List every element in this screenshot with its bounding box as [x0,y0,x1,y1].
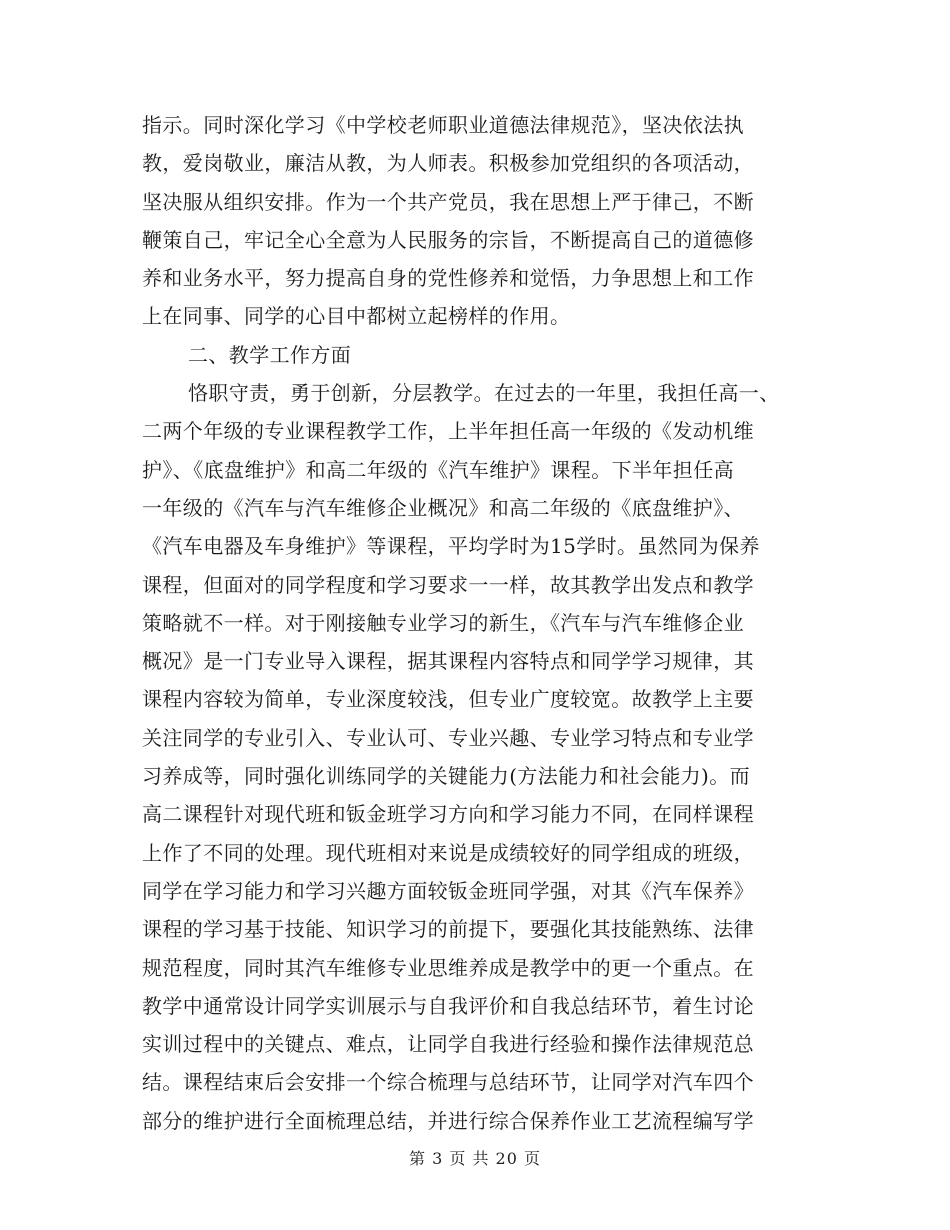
text-line: 高二课程针对现代班和钣金班学习方向和学习能力不同，在同样课程 [142,802,754,827]
text-line: 鞭策自己，牢记全心全意为人民服务的宗旨，不断提高自己的道德修 [142,227,754,252]
text-line: 实训过程中的关键点、难点，让同学自我进行经验和操作法律规范总 [142,1032,754,1057]
text-line: 教学中通常设计同学实训展示与自我评价和自我总结环节，着生讨论 [142,993,754,1018]
text-line: 课程内容较为简单，专业深度较浅，但专业广度较宽。故教学上主要 [142,687,754,712]
text-line: 课程的学习基于技能、知识学习的前提下，要强化其技能熟练、法律 [142,917,754,942]
text-line: 恪职守责，勇于创新，分层教学。在过去的一年里，我担任高一、 [188,381,780,406]
text-line: 课程，但面对的同学程度和学习要求一一样，故其教学出发点和教学 [142,572,754,597]
text-line: 指示。同时深化学习《中学校老师职业道德法律规范》，坚决依法执 [142,113,744,137]
text-line: 《汽车电器及车身维护》等课程，平均学时为15学时。虽然同为保养 [142,534,760,559]
section-heading: 二、教学工作方面 [188,342,352,367]
page-number-footer: 第 3 页 共 20 页 [409,1149,541,1168]
text-line: 部分的维护进行全面梳理总结，并进行综合保养作业工艺流程编写学 [142,1108,754,1133]
text-line: 关注同学的专业引入、专业认可、专业兴趣、专业学习特点和专业学 [142,725,754,750]
text-line: 养和业务水平，努力提高自身的党性修养和觉悟，力争思想上和工作 [142,266,754,291]
text-line: 规范程度，同时其汽车维修专业思维养成是教学中的更一个重点。在 [142,955,754,980]
text-line: 护》、《底盘维护》和高二年级的《汽车维护》课程。下半年担任高 [142,457,734,482]
text-line: 教，爱岗敬业，廉洁从教，为人师表。积极参加党组织的各项活动， [142,151,754,176]
text-line: 二两个年级的专业课程教学工作，上半年担任高一年级的《发动机维 [142,419,754,444]
text-line: 上在同事、同学的心目中都树立起榜样的作用。 [142,304,571,329]
text-line: 一年级的《汽车与汽车维修企业概况》和高二年级的《底盘维护》、 [142,495,744,520]
text-line: 结。课程结束后会安排一个综合梳理与总结环节，让同学对汽车四个 [142,1070,754,1095]
text-line: 同学在学习能力和学习兴趣方面较钣金班同学强，对其《汽车保养》 [142,878,754,903]
text-line: 上作了不同的处理。现代班相对来说是成绩较好的同学组成的班级， [142,840,754,865]
text-line: 习养成等，同时强化训练同学的关键能力(方法能力和社会能力)。而 [142,764,751,789]
text-line: 概况》是一门专业导入课程，据其课程内容特点和同学学习规律，其 [142,649,754,674]
text-line: 策略就不一样。对于刚接触专业学习的新生，《汽车与汽车维修企业 [142,610,744,635]
body-text [142,106,802,1140]
text-line: 坚决服从组织安排。作为一个共产党员，我在思想上严于律己，不断 [142,189,754,214]
